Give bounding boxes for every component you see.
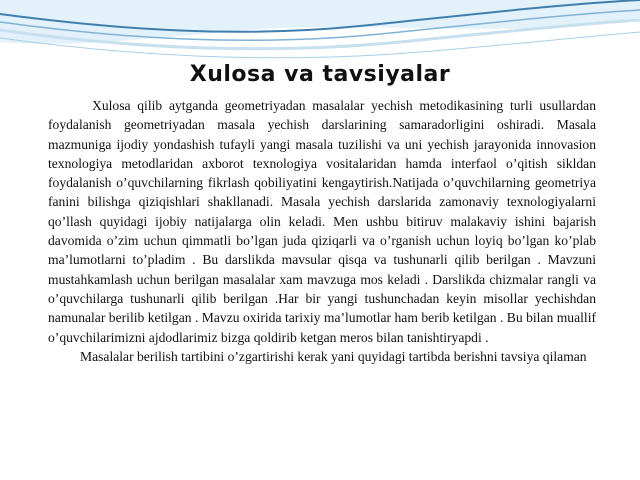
body-text [48, 96, 596, 366]
slide-title: Xulosa va tavsiyalar [189, 62, 451, 87]
paragraph-recommendation: Masalalar berilish tartibini o’zgartirishi kerak yani quyidagi tartibda berishni tavsiya qilaman [80, 348, 587, 364]
paragraph-conclusion: Xulosa qilib aytganda geometriyadan masalalar yechish metodikasining turli usullardan foydalanish geometriyadan masala yechish darslarining samaradorligini oshiradi. Masala mazmuniga ijodiy yondashish tufayli yangi masala tuzilishi va uni yechish jarayonida innovasion texnologiya metodlaridan axborot texnologiya vositalaridan hamda interfaol o’qitish sikldan foydalanish o’quvchilarning fikrlash qobiliyatini kengaytirish.Natijada o’quvchilarning geometriya fanini bilishga qiziqishlari shakllanadi. Masala yechish darslarida zamonaviy texnologiyalarni qo’llash quyidagi ijobiy natijalarga olin keladi. Men ushbu bitiruv malakaviy ishini bajarish davomida o’zim uchun qimmatli bo’lgan juda qiziqarli va o’rganish uchun loyiq bo’lgan ko’plab ma’lumotlarni to’pladim . Bu darslikda mavsular qisqa va tushunarli qilib berilgan . Mavzuni mustahkamlash uchun berilgan masalalar xam mavzuga mos keladi . Darslikda chizmalar rangli va o’quvchilarga tushunarli qilib berilgan .Har bir yangi tushunchadan keyin misollar yechishdan namunalar berilib ketilgan . Mavzu oxirida tarixiy ma’lumotlar ham berib ketilgan . Bu bilan muallif o’quvchilarimizni ajdodlarimiz bizga qoldirib ketgan meros bilan tanishtiryapdi . [48, 98, 596, 345]
